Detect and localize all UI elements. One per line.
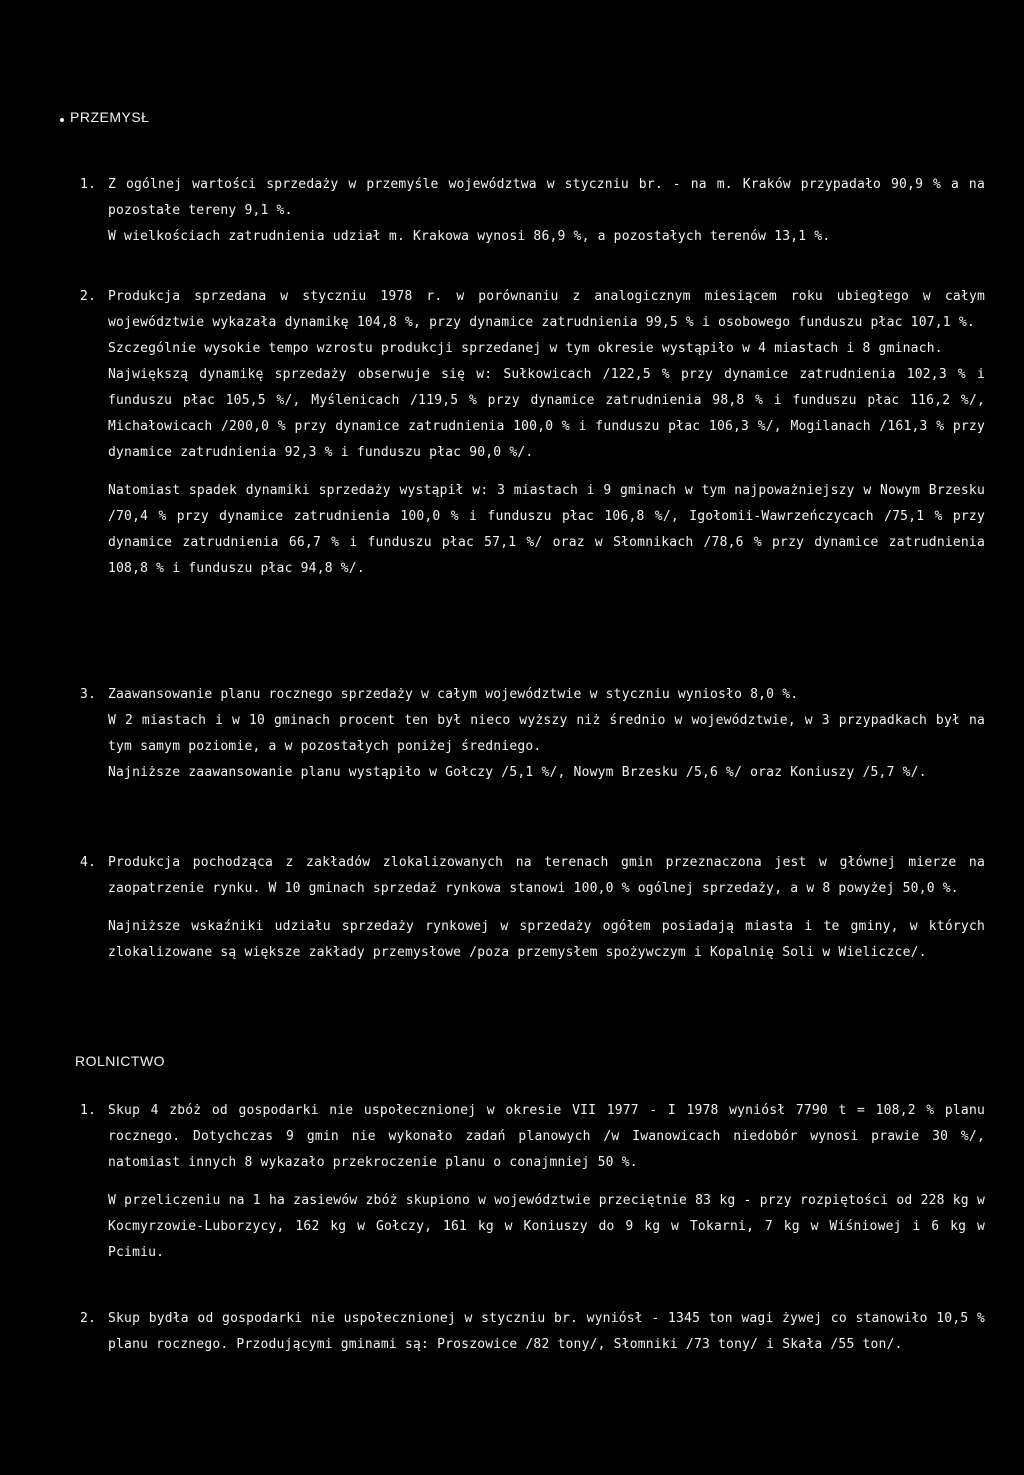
agriculture-item-1 [80, 1098, 985, 1266]
item-body [108, 682, 985, 786]
industry-item-2 [80, 284, 985, 582]
paragraph: W wielkościach zatrudnienia udział m. Krakowa wynosi 86,9 %, a pozostałych terenów 13,1 %. [108, 229, 831, 244]
paragraph: Najniższe zaawansowanie planu wystąpiło w Gołczy /5,1 %/, Nowym Brzesku /5,6 %/ oraz Koniuszy /5,7 %/. [108, 765, 927, 780]
paragraph: Zaawansowanie planu rocznego sprzedaży w całym województwie w styczniu wyniosło 8,0 %. [108, 687, 799, 702]
item-body [108, 1306, 985, 1358]
item-number: 3. [80, 687, 97, 702]
item-number: 1. [80, 1103, 97, 1118]
section-heading-industry: PRZEMYSŁ [70, 109, 150, 125]
section-heading-agriculture: ROLNICTWO [75, 1053, 166, 1069]
paragraph: W przeliczeniu na 1 ha zasiewów zbóż skupiono w województwie przeciętnie 83 kg - przy rozpiętości od 228 kg w Kocmyrzowie-Luborzycy, 162 kg w Gołczy, 161 kg w Koniuszy do 9 kg w Tokarni, 7 kg w Wiśniowej i 6 kg w Pcimiu. [108, 1193, 985, 1260]
paragraph: Natomiast spadek dynamiki sprzedaży wystąpił w: 3 miastach i 9 gminach w tym najpoważniejszy w Nowym Brzesku /70,4 % przy dynamice zatrudnienia 100,0 % i funduszu płac 106,8 %/, Igołomii-Wawrzeńczycach /75,1 % przy dynamice zatrudnienia 66,7 % i funduszu płac 57,1 %/ oraz w Słomnikach /78,6 % przy dynamice zatrudnienia 108,8 % i funduszu płac 94,8 %/. [108, 483, 985, 576]
paragraph: W 2 miastach i w 10 gminach procent ten był nieco wyższy niż średnio w województwie, w 3 przypadkach był na tym samym poziomie, a w pozostałych poniżej średniego. [108, 713, 985, 754]
item-number: 1. [80, 177, 97, 192]
bullet-dot [60, 118, 64, 122]
paragraph: Skup bydła od gospodarki nie uspołecznionej w styczniu br. wyniósł - 1345 ton wagi żywej co stanowiło 10,5 % planu rocznego. Przodującymi gminami są: Proszowice /82 tony/, Słomniki /73 tony/ i Skała /55 ton/. [108, 1311, 985, 1352]
agriculture-item-2 [80, 1306, 985, 1358]
item-body [108, 172, 985, 250]
paragraph: Skup 4 zbóż od gospodarki nie uspołecznionej w okresie VII 1977 - I 1978 wyniósł 7790 t = 108,2 % planu rocznego. Dotychczas 9 gmin nie wykonało zadań planowych /w Iwanowicach niedobór wynosi prawie 30 %/, natomiast innych 8 wykazało przekroczenie planu o conajmniej 50 %. [108, 1103, 985, 1170]
industry-item-4 [80, 850, 985, 966]
paragraph: Najniższe wskaźniki udziału sprzedaży rynkowej w sprzedaży ogółem posiadają miasta i te gminy, w których zlokalizowane są większe zakłady przemysłowe /poza przemysłem spożywczym i Kopalnię Soli w Wieliczce/. [108, 919, 985, 960]
paragraph: Największą dynamikę sprzedaży obserwuje się w: Sułkowicach /122,5 % przy dynamice zatrudnienia 102,3 % i funduszu płac 105,5 %/, Myślenicach /119,5 % przy dynamice zatrudnienia 98,8 % i funduszu płac 116,2 %/, Michałowicach /200,0 % przy dynamice zatrudnienia 100,0 % i funduszu płac 106,3 %/, Mogilanach /161,3 % przy dynamice zatrudnienia 92,3 % i funduszu płac 90,0 %/. [108, 367, 985, 460]
paragraph: Szczególnie wysokie tempo wzrostu produkcji sprzedanej w tym okresie wystąpiło w 4 miastach i 8 gminach. [108, 341, 943, 356]
item-number: 2. [80, 1311, 97, 1326]
item-number: 2. [80, 289, 97, 304]
paragraph: Produkcja sprzedana w styczniu 1978 r. w porównaniu z analogicznym miesiącem roku ubiegłego w całym województwie wykazała dynamikę 104,8 %, przy dynamice zatrudnienia 99,5 % i osobowego funduszu płac 107,1 %. [108, 289, 985, 330]
industry-item-1 [80, 172, 985, 250]
industry-item-3 [80, 682, 985, 786]
paragraph: Z ogólnej wartości sprzedaży w przemyśle województwa w styczniu br. - na m. Kraków przypadało 90,9 % a na pozostałe tereny 9,1 %. [108, 177, 985, 218]
item-body [108, 284, 985, 582]
item-body [108, 1098, 985, 1266]
item-number: 4. [80, 855, 97, 870]
item-body [108, 850, 985, 966]
paragraph: Produkcja pochodząca z zakładów zlokalizowanych na terenach gmin przeznaczona jest w głównej mierze na zaopatrzenie rynku. W 10 gminach sprzedaż rynkowa stanowi 100,0 % ogólnej sprzedaży, a w 8 powyżej 50,0 %. [108, 855, 985, 896]
